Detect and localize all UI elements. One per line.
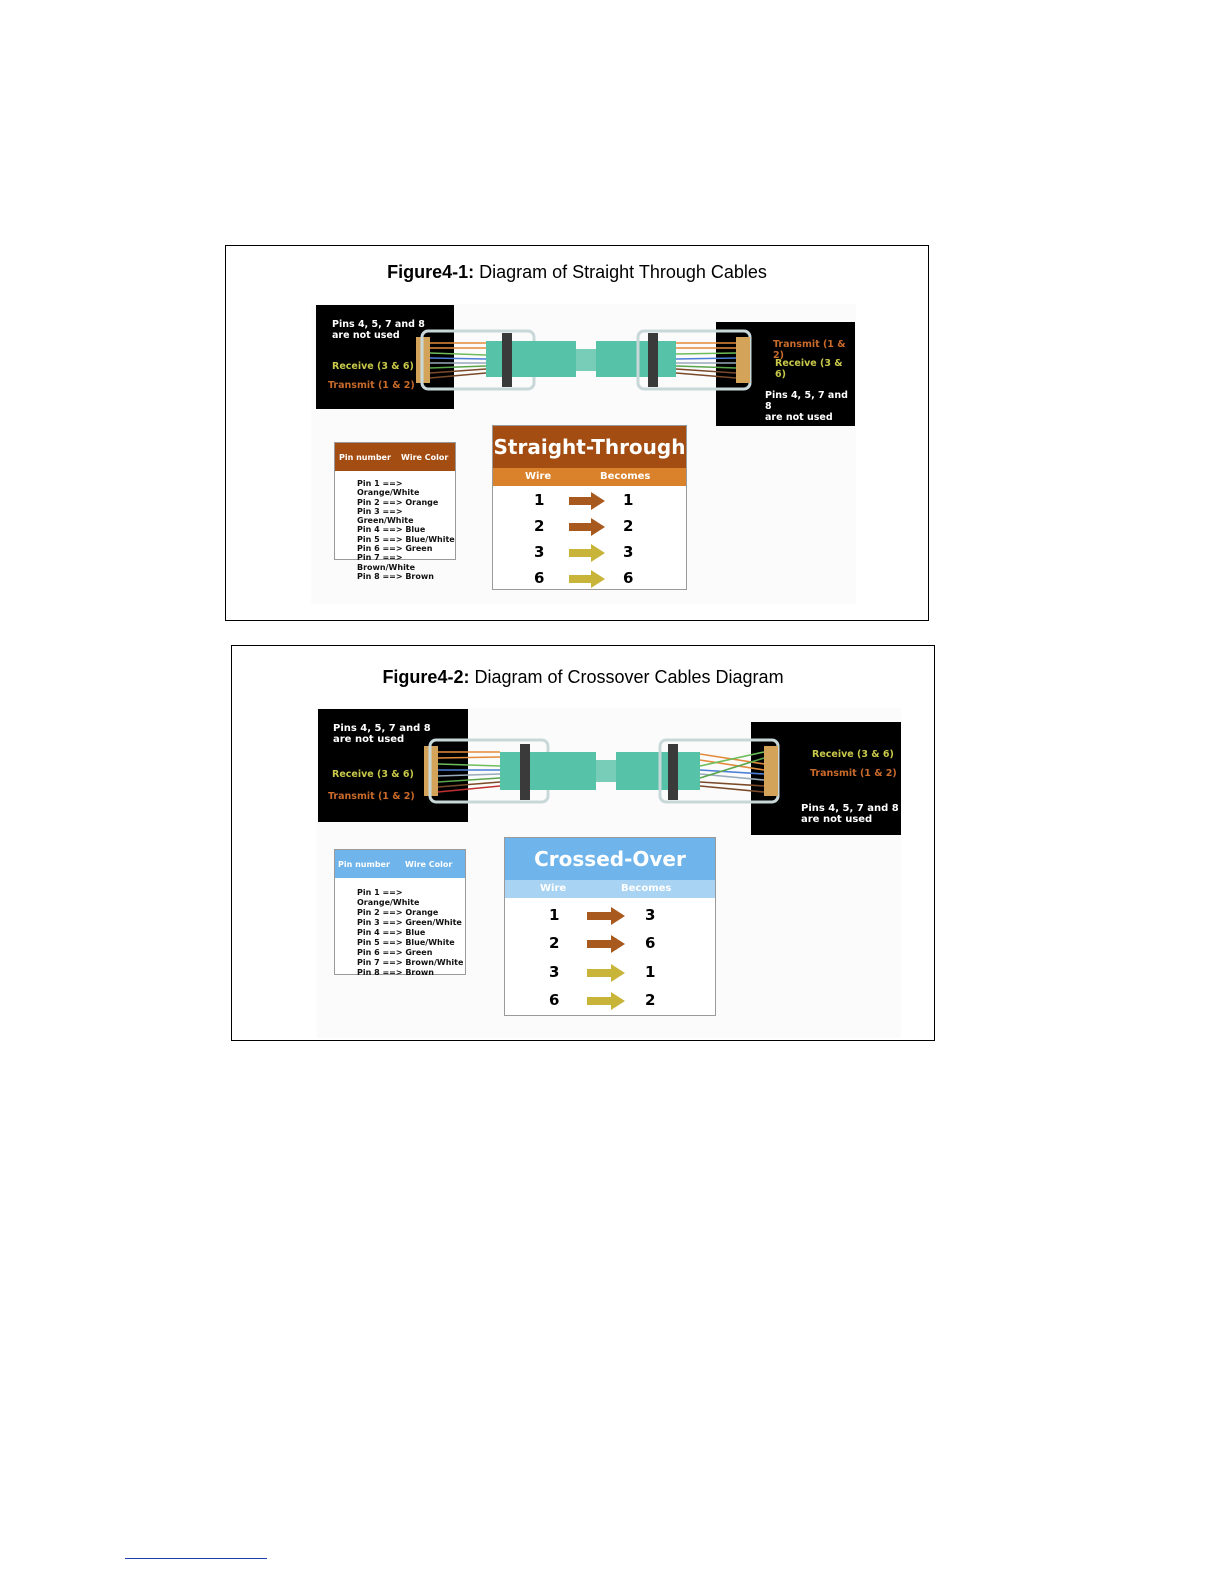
legend-row: Pin 3 ==> Green/White — [357, 918, 462, 927]
transmit-label: Transmit (1 & 2) — [328, 380, 415, 391]
mapping-title: Straight-Through — [493, 426, 686, 468]
unused-pins-note: Pins 4, 5, 7 and 8 are not used — [333, 723, 431, 745]
mapping-row — [505, 930, 715, 956]
wire-number: 6 — [534, 569, 545, 587]
becomes-number: 2 — [645, 991, 656, 1009]
legend-row: Pin 2 ==> Orange — [357, 497, 439, 507]
caption-label: Figure4-1: — [387, 262, 475, 282]
mapping-column-headers — [493, 468, 686, 486]
transmit-label: Transmit (1 & 2) — [328, 791, 415, 802]
column-becomes: Becomes — [600, 471, 651, 482]
figure-caption — [226, 262, 928, 283]
wire-number: 2 — [549, 934, 560, 952]
figure-straight-through — [225, 245, 929, 621]
pin-color-legend — [334, 849, 466, 975]
arrow-right-icon — [587, 935, 625, 953]
becomes-number: 6 — [645, 934, 656, 952]
legend-header-pin: Pin number — [338, 860, 390, 869]
legend-header — [335, 850, 465, 878]
legend-header-color: Wire Color — [405, 860, 453, 869]
wire-number: 1 — [549, 906, 560, 924]
caption-text: Diagram of Crossover Cables Diagram — [469, 667, 784, 687]
legend-row: Pin 8 ==> Brown — [357, 571, 434, 581]
legend-row: Pin 3 ==> Green/White — [357, 506, 414, 526]
caption-text: Diagram of Straight Through Cables — [474, 262, 767, 282]
mapping-row — [505, 987, 715, 1013]
arrow-right-icon — [587, 992, 625, 1010]
ethernet-cable-illustration — [424, 730, 784, 814]
footnote-separator — [125, 1558, 267, 1559]
becomes-number: 3 — [623, 543, 634, 561]
becomes-number: 1 — [645, 963, 656, 981]
receive-label: Receive (3 & 6) — [812, 749, 894, 760]
mapping-row — [505, 959, 715, 985]
becomes-number: 1 — [623, 491, 634, 509]
becomes-number: 3 — [645, 906, 656, 924]
arrow-right-icon — [587, 964, 625, 982]
legend-row: Pin 4 ==> Blue — [357, 928, 426, 937]
legend-rows — [357, 479, 455, 581]
figure-caption — [232, 667, 934, 688]
wire-number: 1 — [534, 491, 545, 509]
legend-header-color: Wire Color — [401, 453, 449, 462]
arrow-right-icon — [569, 570, 605, 588]
legend-row: Pin 5 ==> Blue/White — [357, 938, 455, 947]
becomes-number: 2 — [623, 517, 634, 535]
receive-label: Receive (3 & 6) — [775, 358, 843, 380]
unused-pins-note: Pins 4, 5, 7 and 8 are not used — [332, 319, 425, 341]
wire-number: 2 — [534, 517, 545, 535]
legend-row: Pin 7 ==> Brown/White — [357, 958, 464, 967]
mapping-column-headers — [505, 880, 715, 898]
wire-number: 6 — [549, 991, 560, 1009]
legend-row: Pin 8 ==> Brown — [357, 968, 434, 977]
legend-row: Pin 1 ==> Orange/White — [357, 479, 420, 498]
mapping-row — [493, 565, 686, 591]
legend-header — [335, 443, 455, 471]
transmit-label: Transmit (1 & 2) — [810, 768, 897, 779]
column-wire: Wire — [525, 471, 552, 482]
legend-row: Pin 4 ==> Blue — [357, 525, 426, 535]
unused-pins-note: Pins 4, 5, 7 and 8 are not used — [765, 390, 848, 423]
legend-row: Pin 6 ==> Green — [357, 544, 433, 554]
legend-row: Pin 7 ==> Brown/White — [357, 553, 416, 572]
legend-header-pin: Pin number — [339, 453, 391, 462]
unused-pins-note: Pins 4, 5, 7 and 8 are not used — [801, 803, 899, 825]
legend-row: Pin 1 ==> Orange/White — [357, 888, 420, 907]
wire-number: 3 — [534, 543, 545, 561]
wire-mapping-table — [504, 837, 716, 1016]
column-wire: Wire — [540, 883, 567, 894]
column-becomes: Becomes — [621, 883, 672, 894]
pin-color-legend — [334, 442, 456, 581]
arrow-right-icon — [569, 492, 605, 510]
legend-rows — [357, 888, 465, 978]
mapping-title: Crossed-Over — [505, 838, 715, 880]
arrow-right-icon — [569, 544, 605, 562]
transmit-label: Transmit (1 & 2) — [773, 339, 846, 361]
ethernet-cable-illustration — [416, 321, 756, 401]
wire-number: 3 — [549, 963, 560, 981]
mapping-row — [493, 539, 686, 565]
arrow-right-icon — [569, 518, 605, 536]
mapping-row — [505, 902, 715, 928]
caption-label: Figure4-2: — [382, 667, 470, 687]
receive-label: Receive (3 & 6) — [332, 769, 414, 780]
receive-label: Receive (3 & 6) — [332, 361, 414, 372]
becomes-number: 6 — [623, 569, 634, 587]
arrow-right-icon — [587, 907, 625, 925]
mapping-row — [493, 513, 686, 539]
legend-row: Pin 5 ==> Blue/White — [357, 534, 455, 544]
wire-mapping-table — [492, 425, 687, 590]
legend-row: Pin 2 ==> Orange — [357, 908, 439, 917]
legend-row: Pin 6 ==> Green — [357, 948, 433, 957]
mapping-row — [493, 487, 686, 513]
figure-crossover — [231, 645, 935, 1041]
